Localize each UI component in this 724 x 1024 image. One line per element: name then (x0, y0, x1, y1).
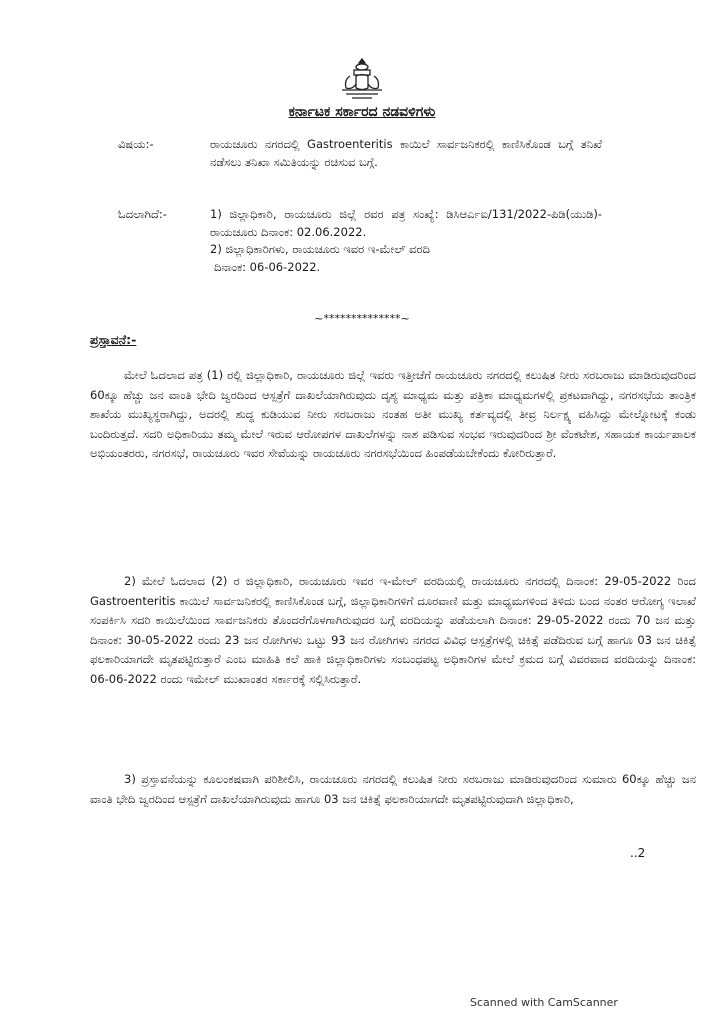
state-emblem-icon (332, 56, 392, 100)
reference-label: ಓದಲಾಗಿದೆ:- (118, 207, 167, 221)
reference-list (210, 206, 602, 276)
next-page-marker: ..2 (630, 846, 646, 860)
subject-label: ವಿಷಯ:- (118, 137, 154, 151)
reference-item-2-line-2: ದಿನಾಂಕ: 06-06-2022. (214, 259, 321, 274)
reference-item-1: 1) ಜಿಲ್ಲಾಧಿಕಾರಿ, ರಾಯಚೂರು ಜಿಲ್ಲೆ ರವರ ಪತ್ರ ಸಂಖ್ಯೆ: ಡಿಸಿಆರ್ಎಐ/131/2022-ಪಿಡಿ(ಯುಡಿ)-ರಾಯಚೂರು ದಿನಾಂಕ: 02.06.2022. (210, 207, 602, 239)
preamble-heading: ಪ್ರಸ್ತಾವನೆ:- (90, 332, 137, 347)
separator: ~**************~ (314, 312, 410, 325)
preamble-paragraph-2: 2) ಮೇಲೆ ಓದಲಾದ (2) ರ ಜಿಲ್ಲಾಧಿಕಾರಿ, ರಾಯಚೂರು ಇವರ ಇ-ಮೇಲ್ ವರದಿಯಲ್ಲಿ ರಾಯಚೂರು ನಗರದಲ್ಲಿ ದಿನಾಂಕ: 29-05-2022 ರಿಂದ Gastroenteritis ಕಾಯಿಲೆ ಸಾರ್ವಜನಿಕರಲ್ಲಿ ಕಾಣಿಸಿಕೊಂಡ ಬಗ್ಗೆ, ಜಿಲ್ಲಾಧಿಕಾರಿಗಳಿಗೆ ದೂರವಾಣಿ ಮತ್ತು ಮಾಧ್ಯಮಗಳಿಂದ ತಿಳಿದು ಬಂದ ನಂತರ ಆರೋಗ್ಯ ಇಲಾಖೆ ಸಂಪರ್ಕಿಸಿ ಸದರಿ ಕಾಯಿಲೆಯಿಂದ ಸಾರ್ವಜನಿಕರು ತೊಂದರೆಗೊಳಗಾಗಿರುವುದರ ಬಗ್ಗೆ ವರದಿಯನ್ನು ಪಡೆಯಲಾಗಿ ದಿನಾಂಕ: 29-05-2022 ರಂದು 70 ಜನ ಮತ್ತು ದಿನಾಂಕ: 30-05-2022 ರಂದು 23 ಜನ ರೋಗಿಗಳು ಒಟ್ಟು 93 ಜನ ರೋಗಿಗಳು ನಗರದ ವಿವಿಧ ಆಸ್ಪತ್ರೆಗಳಲ್ಲಿ ಚಿಕಿತ್ಸೆ ಪಡೆದಿರುವ ಬಗ್ಗೆ ಹಾಗೂ 03 ಜನ ಚಿಕಿತ್ಸೆ ಫಲಕಾರಿಯಾಗದೇ ಮೃತಪಟ್ಟಿರುತ್ತಾರೆ ಎಂಬ ಮಾಹಿತಿ ಕಲೆ ಹಾಕಿ ಜಿಲ್ಲಾಧಿಕಾರಿಗಳು ಸಂಬಂಧಪಟ್ಟ ಅಧಿಕಾರಿಗಳ ಮೇಲೆ ಕ್ರಮದ ಬಗ್ಗೆ ವಿವರವಾದ ವರದಿಯನ್ನು ದಿನಾಂಕ: 06-06-2022 ರಂದು ಇಮೇಲ್ ಮುಖಾಂತರ ಸರ್ಕಾರಕ್ಕೆ ಸಲ್ಲಿಸಿರುತ್ತಾರೆ. (90, 574, 696, 686)
document-title: ಕರ್ನಾಟಕ ಸರ್ಕಾರದ ನಡವಳಿಗಳು (288, 104, 436, 120)
preamble-paragraph-1: ಮೇಲೆ ಓದಲಾದ ಪತ್ರ (1) ರಲ್ಲಿ ಜಿಲ್ಲಾಧಿಕಾರಿ, ರಾಯಚೂರು ಜಿಲ್ಲೆ ಇವರು ಇತ್ತೀಚೆಗೆ ರಾಯಚೂರು ನಗರದಲ್ಲಿ ಕಲುಷಿತ ನೀರು ಸರಬರಾಜು ಮಾಡಿರುವುದರಿಂದ 60ಕ್ಕೂ ಹೆಚ್ಚು ಜನ ವಾಂತಿ ಭೇದಿ ಜ್ವರದಿಂದ ಆಸ್ಪತ್ರೆಗೆ ದಾಖಲೆಯಾಗಿರುವುದು ದೃಶ್ಯ ಮಾಧ್ಯಮ ಮತ್ತು ಪತ್ರಿಕಾ ಮಾಧ್ಯಮಗಳಲ್ಲಿ ಪ್ರಕಟವಾಗಿದ್ದು, ನಗರಸಭೆಯ ತಾಂತ್ರಿಕ ಶಾಖೆಯ ಮುಖ್ಯಸ್ಥರಾಗಿದ್ದು, ಅದರಲ್ಲಿ ಶುದ್ಧ ಕುಡಿಯುವ ನೀರು ಸರಬರಾಜು ನಂತಹ ಅತೀ ಮುಖ್ಯ ಕರ್ತವ್ಯದಲ್ಲಿ ತೀವ್ರ ನಿರ್ಲಕ್ಷ್ಯ ವಹಿಸಿದ್ದು ಮೇಲ್ನೋಟಕ್ಕೆ ಕಂಡು ಬಂದಿರುತ್ತದೆ. ಸದರಿ ಅಧಿಕಾರಿಯು ತಮ್ಮ ಮೇಲೆ ಇರುವ ಆರೋಪಗಳ ದಾಖಲೆಗಳನ್ನು ನಾಶ ಪಡಿಸುವ ಸಂಭವ ಇರುವುದರಿಂದ ಶ್ರೀ ವೆಂಕಟೇಶ, ಸಹಾಯಕ ಕಾರ್ಯಪಾಲಕ ಅಭಿಯಂತರರು, ನಗರಸಭೆ, ರಾಯಚೂರು ಇವರ ಸೇವೆಯನ್ನು ರಾಯಚೂರು ನಗರಸಭೆಯಿಂದ ಹಿಂಪಡೆಯಬೇಕೆಂದು ಕೋರಿರುತ್ತಾರೆ. (90, 368, 696, 460)
preamble-paragraph-3: 3) ಪ್ರಸ್ತಾವನೆಯನ್ನು ಕೂಲಂಕಷವಾಗಿ ಪರಿಶೀಲಿಸಿ, ರಾಯಚೂರು ನಗರದಲ್ಲಿ ಕಲುಷಿತ ನೀರು ಸರಬರಾಜು ಮಾಡಿರುವುದರಿಂದ ಸುಮಾರು 60ಕ್ಕೂ ಹೆಚ್ಚು ಜನ ವಾಂತಿ ಭೇದಿ ಜ್ವರದಿಂದ ಆಸ್ಪತ್ರೆಗೆ ದಾಖಲೆಯಾಗಿರುವುದು ಹಾಗೂ 03 ಜನ ಚಿಕಿತ್ಸೆ ಫಲಕಾರಿಯಾಗದೇ ಮೃತಪಟ್ಟಿರುವುದಾಗಿ ಜಿಲ್ಲಾಧಿಕಾರಿ, (90, 772, 696, 806)
reference-item-2-line-1: 2) ಜಿಲ್ಲಾಧಿಕಾರಿಗಳು, ರಾಯಚೂರು ಇವರ ಇ-ಮೇಲ್ ವರದಿ (210, 242, 430, 256)
scanner-watermark: Scanned with CamScanner (470, 996, 618, 1009)
subject-text: ರಾಯಚೂರು ನಗರದಲ್ಲಿ Gastroenteritis ಕಾಯಿಲೆ ಸಾರ್ವಜನಿಕರಲ್ಲಿ ಕಾಣಿಸಿಕೊಂಡ ಬಗ್ಗೆ ತನಿಖೆ ನಡೆಸಲು ತನಿಖಾ ಸಮಿತಿಯನ್ನು ರಚಿಸುವ ಬಗ್ಗೆ. (210, 137, 602, 169)
